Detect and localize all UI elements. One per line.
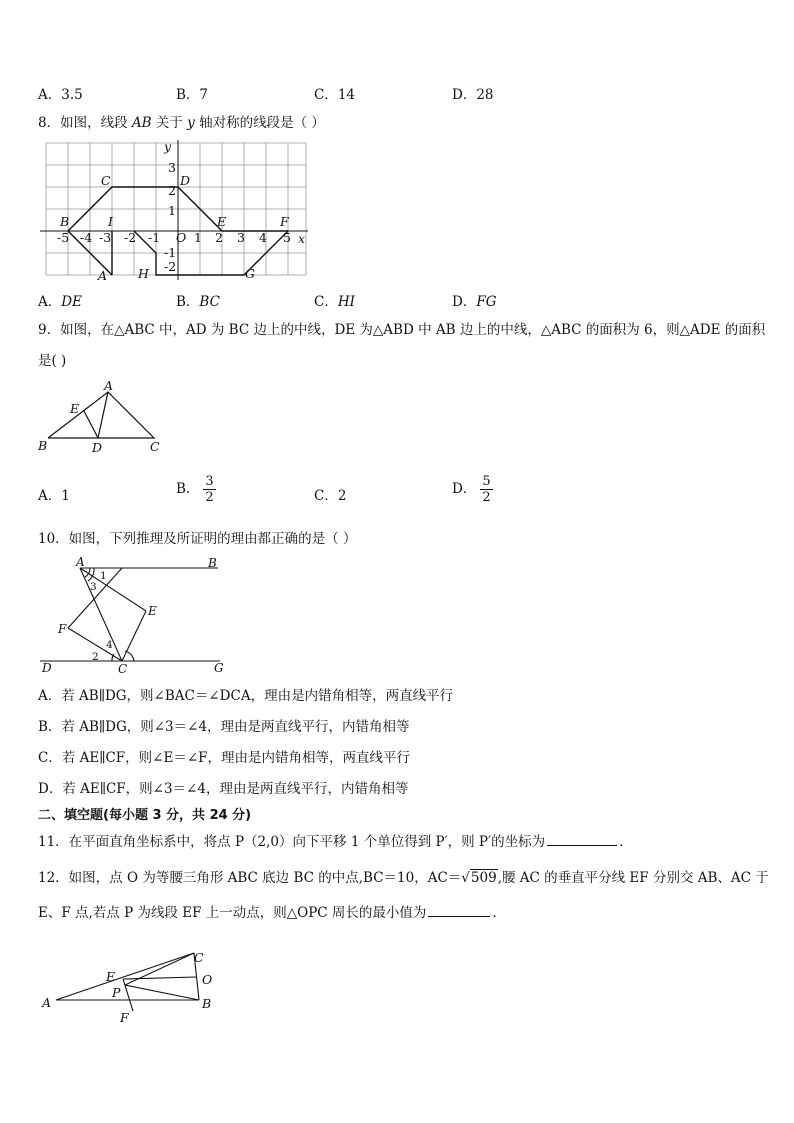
q11-answer-blank <box>547 833 617 846</box>
q8-stem: 8．如图，线段 AB 关于 y 轴对称的线段是（ ） <box>38 115 325 131</box>
q10-option-c: C．若 AE∥CF，则∠E＝∠F，理由是内错角相等，两直线平行 <box>38 750 411 766</box>
q8-coordinate-figure <box>40 140 315 285</box>
point-a: A <box>104 378 114 393</box>
origin-label: O <box>176 230 187 245</box>
point-d: D <box>180 173 191 188</box>
y-tick-1: 1 <box>168 203 176 218</box>
point-f: F <box>120 1010 129 1025</box>
point-b: B <box>60 214 70 229</box>
point-e: E <box>148 604 157 618</box>
q10-parallel-figure <box>40 556 230 676</box>
x-axis-label: x <box>298 231 306 246</box>
q7-option-c: C．14 <box>314 87 356 103</box>
q8-option-c: C．HI <box>314 294 355 310</box>
point-f: F <box>280 214 289 229</box>
point-d: D <box>42 661 52 675</box>
q8-option-b: B．BC <box>176 294 220 310</box>
y-axis-label: y <box>164 140 172 154</box>
point-e: E <box>106 969 116 984</box>
point-c: C <box>194 950 204 965</box>
q12-stem-line1: 12．如图，点 O 为等腰三角形 ABC 底边 BC 的中点,BC＝10，AC＝√509,腰 AC 的垂直平分线 EF 分别交 AB、AC 于 <box>38 870 769 886</box>
point-d: D <box>92 440 103 455</box>
x-tick-neg4: -4 <box>80 230 93 245</box>
x-tick-neg3: -3 <box>99 230 112 245</box>
x-tick-1: 1 <box>194 230 202 245</box>
point-e: E <box>70 401 80 416</box>
point-a: A <box>98 268 108 283</box>
y-tick-3: 3 <box>168 160 176 175</box>
point-a: A <box>76 556 85 569</box>
point-f: F <box>58 622 67 636</box>
point-p: P <box>112 985 121 1000</box>
point-e: E <box>217 214 227 229</box>
angle-3: 3 <box>90 581 97 593</box>
point-b: B <box>208 556 217 570</box>
angle-2: 2 <box>92 651 99 663</box>
point-b: B <box>38 438 48 453</box>
q9-option-c: C．2 <box>314 488 347 504</box>
x-tick-2: 2 <box>215 230 223 245</box>
q9-stem-line2: 是( ) <box>38 353 67 369</box>
q8-option-a: A．DE <box>38 294 82 310</box>
y-tick-neg1: -1 <box>164 245 177 260</box>
point-g: G <box>214 661 224 675</box>
q9-option-b: B． $\frac{3}{2}$ <box>176 474 214 505</box>
x-tick-3: 3 <box>237 230 245 245</box>
q7-option-d: D．28 <box>452 87 494 103</box>
q8-option-d: D．FG <box>452 294 497 310</box>
point-c: C <box>101 173 111 188</box>
q9-stem-line1: 9．如图，在△ABC 中，AD 为 BC 边上的中线，DE 为△ABD 中 AB 边上的中线，△ABC 的面积为 6，则△ADE 的面积 <box>38 322 766 338</box>
point-c: C <box>150 439 160 454</box>
q11-stem: 11．在平面直角坐标系中，将点 P（2,0）向下平移 1 个单位得到 P′，则 P′的坐标为 ． <box>38 834 633 850</box>
q12-isosceles-figure <box>36 945 226 1035</box>
q9-option-a: A．1 <box>38 488 70 504</box>
q9-option-d: D． $\frac{5}{2}$ <box>452 474 491 505</box>
q7-option-b: B．7 <box>176 87 209 103</box>
q10-stem: 10．如图，下列推理及所证明的理由都正确的是（ ） <box>38 531 357 547</box>
q12-answer-blank <box>428 904 490 917</box>
y-tick-neg2: -2 <box>164 259 177 274</box>
point-h: H <box>138 266 149 281</box>
angle-1: 1 <box>100 570 107 582</box>
q10-option-b: B．若 AB∥DG，则∠3＝∠4，理由是两直线平行，内错角相等 <box>38 719 410 735</box>
x-tick-neg5: -5 <box>57 230 70 245</box>
q9-triangle-figure <box>36 378 166 458</box>
q10-option-a: A．若 AB∥DG，则∠BAC＝∠DCA，理由是内错角相等，两直线平行 <box>38 688 454 704</box>
q12-stem-line2: E、F 点,若点 P 为线段 EF 上一动点，则△OPC 周长的最小值为 ． <box>38 905 506 921</box>
point-b: B <box>202 996 212 1011</box>
point-o: O <box>202 972 213 987</box>
x-tick-5: 5 <box>283 230 291 245</box>
point-a: A <box>42 995 52 1010</box>
point-g: G <box>245 266 255 281</box>
q7-option-a: A．3.5 <box>38 87 83 103</box>
angle-4: 4 <box>106 639 113 651</box>
x-tick-4: 4 <box>259 230 267 245</box>
point-c: C <box>118 662 128 676</box>
point-i: I <box>108 214 113 229</box>
x-tick-neg1: -1 <box>148 230 161 245</box>
x-tick-neg2: -2 <box>124 230 137 245</box>
q10-option-d: D．若 AE∥CF，则∠3＝∠4，理由是两直线平行，内错角相等 <box>38 781 409 797</box>
y-tick-2: 2 <box>168 183 176 198</box>
section-heading-fill-in: 二、填空题(每小题 3 分，共 24 分) <box>38 808 252 823</box>
